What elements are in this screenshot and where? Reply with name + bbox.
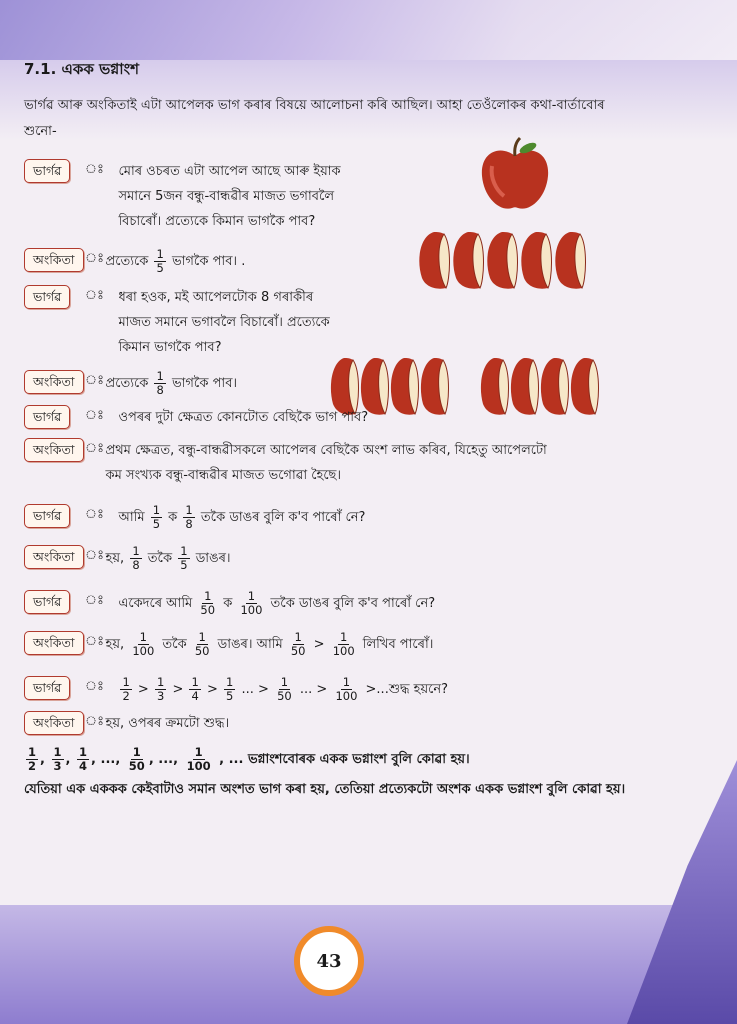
text: তকৈ ডাঙৰ বুলি ক'ব পাৰোঁ নে? (200, 510, 366, 525)
speaker-label-bhargav: ভাৰ্গৱ (24, 676, 70, 700)
fraction-1-100: $\frac{1}{100}$ (335, 675, 358, 703)
text: তকৈ ডাঙৰ বুলি ক'ব পাৰোঁ নে? (270, 596, 436, 611)
text: ক (223, 596, 233, 611)
fraction-1-2: $\frac{1}{2}$ (122, 675, 130, 703)
text: হয়, (105, 551, 125, 566)
colon: ঃ (84, 162, 104, 177)
fraction-1-3: $\frac{1}{3}$ (53, 745, 62, 773)
dialogue-text (118, 285, 329, 360)
dialogue-row (24, 545, 714, 572)
colon: ঃ (84, 288, 104, 303)
page-bottom-band (0, 905, 737, 1024)
dialogue-row (24, 405, 714, 430)
dialogue-row (24, 590, 714, 617)
dialogue-text (106, 438, 547, 488)
colon: ঃ (84, 408, 104, 423)
colon: ঃ (84, 593, 104, 608)
dialogue-text (118, 590, 435, 617)
fraction-1-5: $\frac{1}{5}$ (152, 503, 161, 531)
page-top-band (0, 0, 737, 60)
speaker-label-ankita: অংকিতা (24, 248, 84, 272)
text: লিখিব পাৰোঁ। (362, 637, 434, 652)
dialogue-row (24, 631, 714, 658)
text: ভাগকৈ পাব। (171, 376, 238, 391)
dialogue-text (106, 248, 246, 275)
colon: ঃ (84, 507, 104, 522)
text: তকৈ (147, 551, 173, 566)
fraction-1-100: $\frac{1}{100}$ (332, 630, 355, 658)
speaker-label-bhargav: ভাৰ্গৱ (24, 590, 70, 614)
text: তকৈ (162, 637, 187, 652)
speaker-label-bhargav: ভাৰ্গৱ (24, 504, 70, 528)
dialogue-row (24, 248, 714, 275)
fraction-1-100: $\frac{1}{100}$ (186, 745, 211, 773)
fraction-1-8: $\frac{1}{8}$ (185, 503, 193, 531)
speaker-label-bhargav: ভাৰ্গৱ (24, 159, 70, 183)
dialogue-row (24, 370, 714, 397)
dialogue-text (106, 370, 238, 397)
intro-paragraph: ভাৰ্গৱ আৰু অংকিতাই এটা আপেলক ভাগ কৰাৰ বিষয়ে আলোচনা কৰি আছিল। আহা তেওঁলোকৰ কথা-বাৰ্তাবোৰ শুনো- (24, 98, 605, 139)
line: কম সংখ্যক বন্ধু-বান্ধৱীৰ মাজত ভগোৱা হৈছে। (105, 468, 342, 483)
dialogue-text (106, 545, 231, 572)
line: বিচাৰোঁ। প্ৰত্যেকে কিমান ভাগকৈ পাব? (118, 214, 316, 229)
fraction-1-100: $\frac{1}{100}$ (132, 630, 155, 658)
line: সমানে 5জন বন্ধু-বান্ধৱীৰ মাজত ভগাবলৈ (118, 189, 335, 204)
dialogue-row (24, 676, 714, 703)
fraction-1-5: $\frac{1}{5}$ (226, 675, 234, 703)
colon: ঃ (84, 373, 105, 388)
speaker-label-ankita: অংকিতা (24, 631, 84, 655)
line: মোৰ ওচৰত এটা আপেল আছে আৰু ইয়াক (118, 164, 341, 179)
fraction-1-50: $\frac{1}{50}$ (200, 589, 216, 617)
fraction-1-4: $\frac{1}{4}$ (191, 675, 199, 703)
speaker-label-ankita: অংকিতা (24, 370, 84, 394)
text: হয়, (105, 637, 125, 652)
fraction-1-8: $\frac{1}{8}$ (132, 544, 140, 572)
section-heading: 7.1. একক ভগ্নাংশ (24, 60, 139, 78)
fraction-1-8: $\frac{1}{8}$ (156, 369, 164, 397)
dialogue-text (106, 631, 434, 658)
fraction-1-50: $\frac{1}{50}$ (194, 630, 210, 658)
text: একেদৰে আমি (118, 596, 193, 611)
text: >...শুদ্ধ হয়নে? (365, 682, 449, 697)
dialogue-text: $\frac{1}{2}$ > $\frac{1}{3}$ > $\frac{1}{4}$ > $\frac{1}{5}$ ... > $\frac{1}{50}$ ... > $\frac{1}{100}$ >...শুদ্ধ হয়নে? (122, 675, 449, 703)
line: প্ৰথম ক্ষেত্ৰত, বন্ধু-বান্ধৱীসকলে আপেলৰ বেছিকৈ অংশ লাভ কৰিব, যিহেতু আপেলটো (105, 443, 547, 458)
fraction-1-3: $\frac{1}{3}$ (156, 675, 165, 703)
fraction-1-4: $\frac{1}{4}$ (79, 745, 88, 773)
text: আমি (118, 510, 145, 525)
dialogue-text (118, 159, 340, 234)
line: ধৰা হওক, মই আপেলটোক 8 গৰাকীৰ (118, 290, 314, 305)
line: মাজত সমানে ভগাবলৈ বিচাৰোঁ। প্ৰত্যেকে (118, 315, 330, 330)
unit-fraction-definition: যেতিয়া এক এককক কেইবাটাও সমান অংশত ভাগ কৰা হয়, তেতিয়া প্ৰত্যেকটো অংশক একক ভগ্নাংশ বুলি কোৱা হয়। (24, 782, 626, 797)
unit-fraction-series: $\frac{1}{2}$ , $\frac{1}{3}$ , $\frac{1}{4}$ , ..., $\frac{1}{50}$ , ..., $\frac{1}{100}$ , ... ভগ্নাংশবোৰক একক ভগ্নাংশ বুলি কোৱা হয়। (28, 745, 470, 773)
text: প্ৰত্যেকে (105, 254, 149, 269)
speaker-label-bhargav: ভাৰ্গৱ (24, 285, 70, 309)
text: প্ৰত্যেকে (105, 376, 149, 391)
text: ডাঙৰ। আমি (217, 637, 283, 652)
fraction-1-2: $\frac{1}{2}$ (28, 745, 37, 773)
fraction-1-50: $\frac{1}{50}$ (290, 630, 306, 658)
dialogue-row (24, 159, 714, 234)
speaker-label-bhargav: ভাৰ্গৱ (24, 405, 70, 429)
dialogue-text: হয়, ওপৰৰ ক্ৰমটো শুদ্ধ। (105, 716, 230, 731)
text: > (313, 637, 325, 652)
page-content (24, 58, 714, 803)
colon: ঃ (84, 548, 105, 563)
text: ডাঙৰ। (195, 551, 231, 566)
speaker-label-ankita: অংকিতা (24, 711, 84, 735)
colon: ঃ (84, 679, 104, 694)
dialogue-row (24, 504, 714, 531)
colon: ঃ (84, 714, 105, 729)
series-caption: , ... ভগ্নাংশবোৰক একক ভগ্নাংশ বুলি কোৱা হয়। (219, 752, 470, 767)
speaker-label-ankita: অংকিতা (24, 545, 84, 569)
text: ভাগকৈ পাব। . (171, 254, 246, 269)
colon: ঃ (84, 634, 105, 649)
dialogue-text: ওপৰৰ দুটা ক্ষেত্ৰত কোনটোত বেছিকৈ ভাগ পাব? (118, 410, 369, 425)
colon: ঃ (84, 441, 105, 456)
dialogue-text (118, 504, 365, 531)
fraction-1-100: $\frac{1}{100}$ (240, 589, 263, 617)
text: ক (168, 510, 178, 525)
dialogue-row (24, 711, 714, 736)
fraction-1-50: $\frac{1}{50}$ (128, 745, 145, 773)
fraction-1-50: $\frac{1}{50}$ (277, 675, 292, 703)
speaker-label-ankita: অংকিতা (24, 438, 84, 462)
fraction-1-5: $\frac{1}{5}$ (180, 544, 188, 572)
line: কিমান ভাগকৈ পাব? (118, 340, 222, 355)
fraction-1-5: $\frac{1}{5}$ (156, 247, 164, 275)
dialogue-row (24, 438, 714, 488)
dialogue-row (24, 285, 714, 360)
page-number: 43 (294, 926, 364, 996)
colon: ঃ (84, 251, 105, 266)
